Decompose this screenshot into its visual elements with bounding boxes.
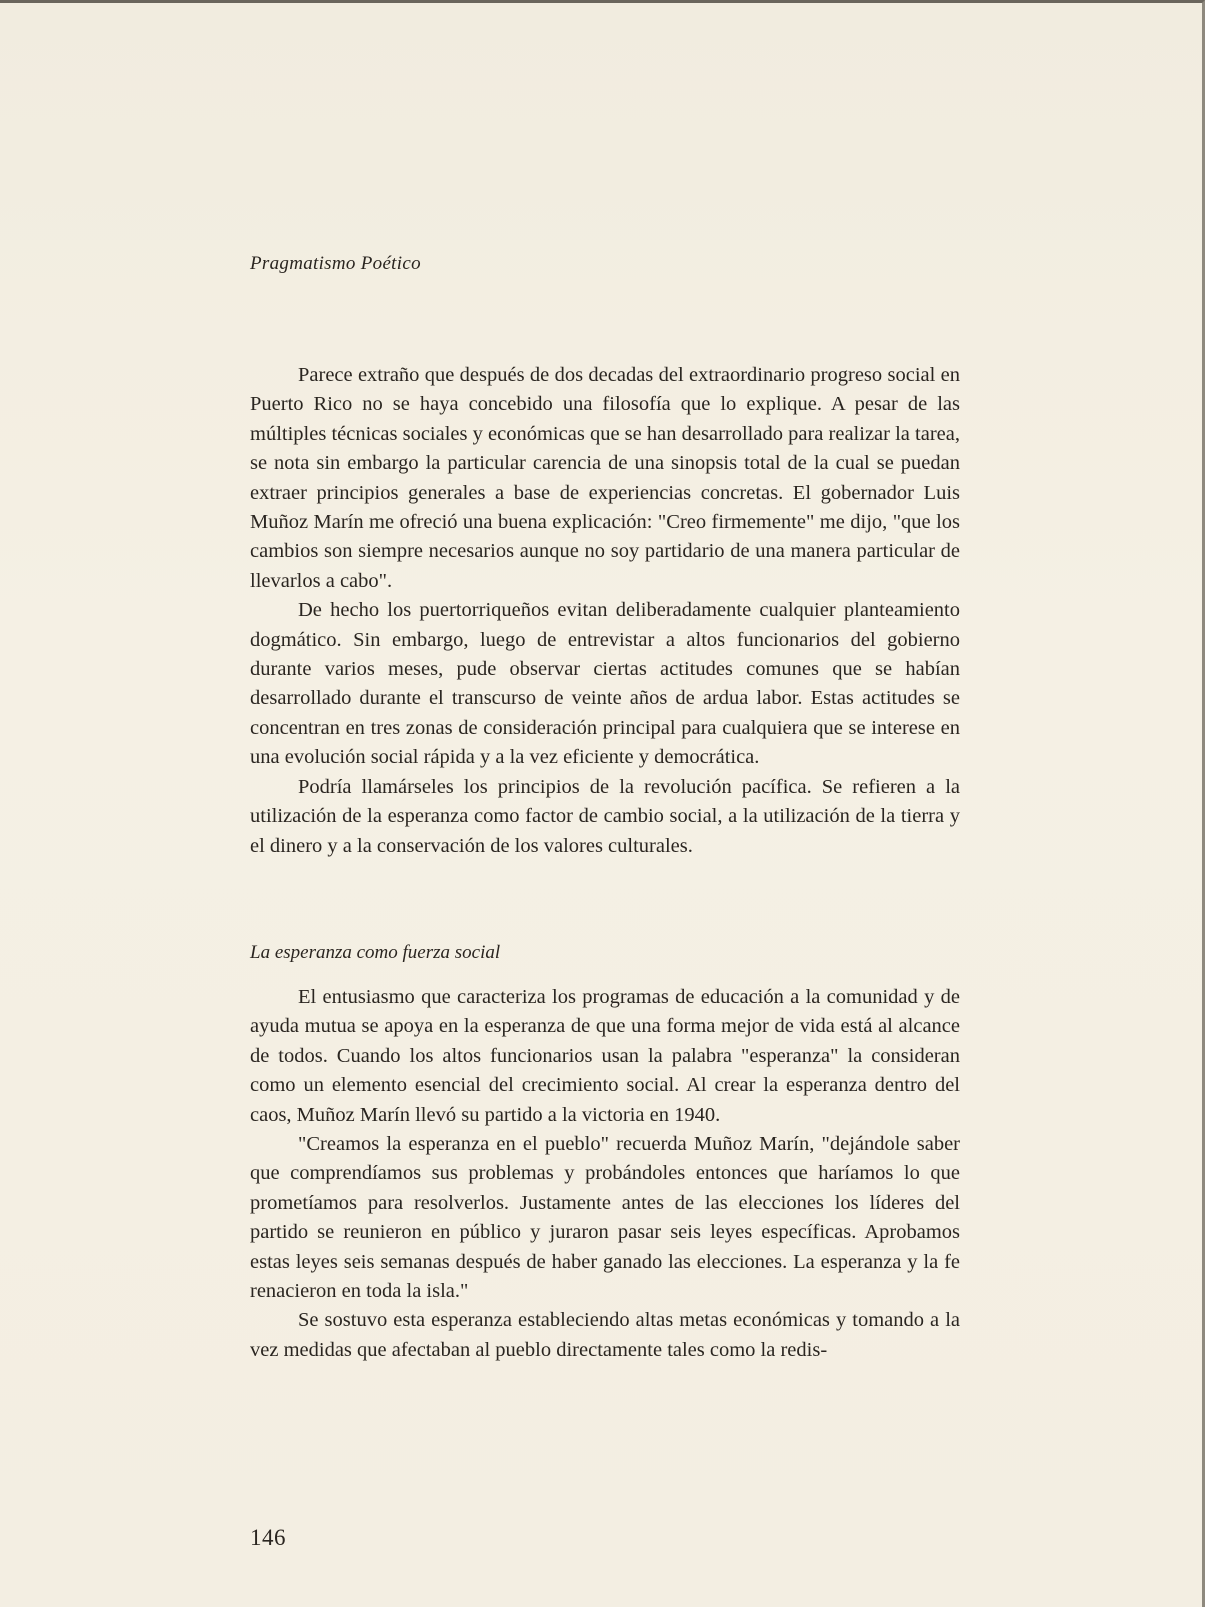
section-paragraph-2: "Creamos la esperanza en el pueblo" recuerda Muñoz Marín, "dejándole saber que comprendíamos sus problemas y probándoles entonces que haríamos lo que prometíamos para resolverlos. Justamente antes de las elecciones los líderes del partido se reunieron en público y juraron pasar seis leyes específicas. Aprobamos estas leyes seis semanas después de haber ganado las elecciones. La esperanza y la fe renacieron en toda la isla." [250, 1133, 960, 1303]
page-number: 146 [250, 1525, 286, 1550]
paragraph-3: Podría llamárseles los principios de la revolución pacífica. Se refieren a la utilización de la esperanza como factor de cambio social, a la utilización de la tierra y el dinero y a la conservación de los valores culturales. [250, 775, 960, 857]
section-paragraph-1: El entusiasmo que caracteriza los programas de educación a la comunidad y de ayuda mutua se apoya en la esperanza de que una forma mejor de vida está al alcance de todos. Cuando los altos funcionarios usan la palabra "esperanza" la consideran como un elemento esencial del crecimiento social. Al crear la esperanza dentro del caos, Muñoz Marín llevó su partido a la victoria en 1940. [250, 986, 960, 1126]
running-head: Pragmatismo Poético [250, 253, 421, 274]
section-text [250, 983, 960, 1365]
section-paragraph-3: Se sostuvo esta esperanza estableciendo altas metas económicas y tomando a la vez medidas que afectaban al pueblo directamente tales como la redis- [250, 1309, 960, 1361]
paragraph-2: De hecho los puertorriqueños evitan deliberadamente cualquier planteamiento dogmático. Sin embargo, luego de entrevistar a altos funcionarios del gobierno durante varios meses, pude observar ciertas actitudes comunes que se habían desarrollado durante el transcurso de veinte años de ardua labor. Estas actitudes se concentran en tres zonas de consideración principal para cualquiera que se interese en una evolución social rápida y a la vez eficiente y democrática. [250, 599, 960, 769]
intro-text [250, 361, 960, 861]
section-heading: La esperanza como fuerza social [250, 942, 501, 963]
paragraph-1: Parece extraño que después de dos decadas del extraordinario progreso social en Puerto Rico no se haya concebido una filosofía que lo explique. A pesar de las múltiples técnicas sociales y económicas que se han desarrollado para realizar la tarea, se nota sin embargo la particular carencia de una sinopsis total de la cual se puedan extraer principios generales a base de experiencias concretas. El gobernador Luis Muñoz Marín me ofreció una buena explicación: "Creo firmemente" me dijo, "que los cambios son siempre necesarios aunque no soy partidario de una manera particular de llevarlos a cabo". [250, 364, 960, 592]
